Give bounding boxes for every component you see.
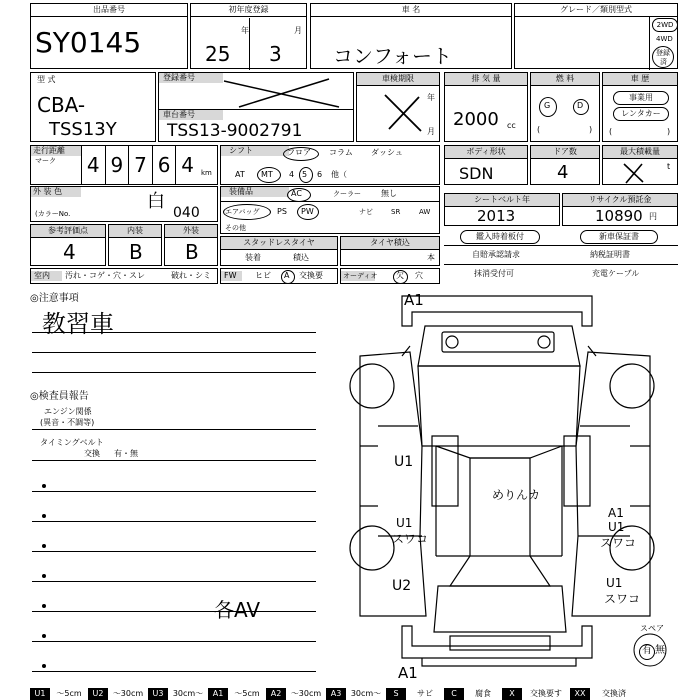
timing-options: 有・無: [114, 449, 138, 458]
interior-cell: [108, 224, 162, 266]
legend-key: U3: [148, 688, 168, 700]
shift-cell: [220, 145, 440, 185]
history-paren-open: (: [609, 127, 613, 136]
inspection-month-char: 月: [427, 127, 435, 136]
shift-mt: MT: [261, 170, 273, 179]
first-registration-year: 25: [205, 42, 231, 66]
color-cell: [30, 186, 218, 222]
report-bullet: [42, 604, 46, 608]
tire-label: タイヤ積込: [341, 237, 439, 250]
audio-hole: 穴: [415, 271, 423, 280]
engine-sub: (異音・不調等): [40, 418, 95, 427]
doors-value: 4: [557, 162, 569, 183]
audio-missing: 欠: [396, 271, 404, 280]
registration-cell: [158, 72, 354, 142]
fuel-cell: [530, 72, 600, 142]
capacity-cell: [602, 145, 678, 185]
legend-key: A2: [266, 688, 286, 700]
legend-key: XX: [570, 688, 590, 700]
legend-desc: 30cm〜: [172, 689, 204, 698]
recycle-label: リサイクル預託金: [563, 194, 677, 207]
timing-exchange: 交換: [84, 449, 100, 458]
damage-right-front-2: U1: [608, 520, 625, 534]
shift-other: 他（: [331, 170, 347, 179]
mileage-cell: [30, 145, 218, 185]
lot-number-label: 出品番号: [31, 4, 187, 17]
equipment-label: 装備品: [221, 187, 289, 197]
model-code-line1: CBA-: [37, 93, 86, 117]
report-line: [32, 551, 316, 552]
report-bullet: [42, 634, 46, 638]
report-line: [32, 641, 316, 642]
body-type-value: SDN: [459, 164, 494, 183]
engine-line: [32, 429, 316, 430]
registration-strike-mark: [219, 77, 349, 113]
tire-cell: [340, 236, 440, 266]
color-label: 外 装 色: [31, 187, 81, 197]
mileage-mark-label: マーク: [35, 157, 56, 165]
equipment-aw: AW: [419, 208, 431, 216]
legend-desc: 30cm〜: [350, 689, 382, 698]
damage-right-rear-2: スワコ: [604, 592, 641, 606]
mileage-digit: 9: [105, 146, 129, 184]
caution-line-1: [32, 332, 316, 333]
legend-desc: 〜30cm: [290, 689, 322, 698]
fw-cell: [220, 268, 338, 284]
documents-panel: [444, 228, 678, 284]
lot-number-cell: [30, 3, 188, 69]
exterior-value: B: [185, 240, 199, 264]
grade-label: グレード／類別型式: [515, 4, 677, 17]
shift-at: AT: [235, 170, 245, 179]
equipment-navi: ナビ: [359, 208, 373, 216]
equipment-none: 無し: [381, 189, 397, 198]
caution-text: 教習車: [42, 310, 114, 338]
report-bullet: [42, 664, 46, 668]
fuel-paren-close: ): [589, 125, 593, 134]
doc-badge-2: 新車保証書: [580, 230, 658, 244]
equipment-ps: PS: [277, 207, 287, 216]
damage-left-rear-2: スワコ: [392, 532, 429, 546]
room-label: 室内: [31, 271, 62, 281]
report-bullet: [42, 484, 46, 488]
caution-line-3: [32, 372, 316, 373]
history-commercial: 事業用: [613, 91, 669, 105]
history-paren-close: ): [667, 127, 671, 136]
score-label: 参考評価点: [31, 225, 105, 238]
doors-cell: [530, 145, 600, 185]
damage-right-front-3: スワコ: [600, 536, 637, 550]
seatbelt-cell: [444, 193, 560, 226]
equipment-cooler: クーラー: [333, 190, 361, 198]
av-note: 各AV: [214, 598, 261, 622]
legend-key: C: [444, 688, 464, 700]
doc-badge-5: 抹消受付可: [474, 269, 514, 278]
studless-loaded: 積込: [293, 253, 309, 262]
room-items-2: 破れ・シミ: [171, 271, 211, 280]
model-name-label: 車 名: [311, 4, 511, 17]
spare-label: スペア: [640, 624, 664, 633]
studless-label: スタッドレスタイヤ: [221, 237, 337, 250]
drive-2wd: 2WD: [652, 18, 678, 32]
exterior-label: 外装: [165, 225, 217, 238]
model-name: コンフォート: [333, 44, 452, 68]
report-bullet: [42, 574, 46, 578]
color-number-label: (カラーNo.: [35, 210, 71, 218]
legend-bar: [30, 688, 678, 700]
report-bullet: [42, 514, 46, 518]
equipment-airbag-circle: [223, 204, 271, 220]
report-line: [32, 671, 316, 672]
damage-left-front: U1: [394, 454, 414, 470]
lot-number: SY0145: [35, 26, 142, 59]
recycle-value: 10890: [595, 207, 643, 225]
report-line: [32, 611, 316, 612]
model-code-label: 型 式: [37, 75, 56, 84]
report-line: [32, 521, 316, 522]
report-line: [32, 581, 316, 582]
color-number-value: 040: [173, 205, 200, 221]
first-registration-divider: [249, 18, 250, 70]
damage-right-rear-1: U1: [606, 576, 623, 590]
fw-replace: 交換要: [299, 271, 323, 280]
fuel-g: G: [544, 101, 551, 110]
audio-label: オーディオ: [343, 272, 378, 280]
report-line: [32, 491, 316, 492]
first-registration-cell: [190, 3, 307, 69]
shift-dash: ダッシュ: [371, 148, 403, 157]
mileage-digit: 7: [128, 146, 152, 184]
registered-line2: 済: [660, 58, 667, 66]
damage-right-front-1: A1: [608, 506, 624, 520]
first-registration-month: 3: [269, 42, 282, 66]
body-type-cell: [444, 145, 528, 185]
history-rental: レンタカー: [613, 107, 669, 121]
shift-label: シフト: [221, 146, 289, 156]
legend-desc: 〜5cm: [56, 689, 82, 698]
damage-left-rear-1: U1: [396, 516, 413, 530]
mileage-digit: 6: [152, 146, 176, 184]
inspection-strike-mark: [381, 91, 425, 135]
legend-desc: 〜30cm: [112, 689, 144, 698]
equipment-sr: SR: [391, 208, 401, 216]
legend-key: A1: [208, 688, 228, 700]
displacement-unit: cc: [507, 121, 516, 130]
inspector-label: ◎検査員報告: [30, 391, 89, 402]
inspection-cell: [356, 72, 440, 142]
mileage-unit: km: [201, 169, 212, 177]
equipment-other: その他: [225, 224, 246, 232]
capacity-strike-mark: [621, 161, 647, 185]
interior-label: 内装: [109, 225, 161, 238]
shift-5: 5: [302, 170, 308, 179]
body-type-label: ボディ形状: [445, 146, 527, 159]
registration-number-label: 登録番号: [159, 73, 223, 83]
fw-a: A: [284, 271, 290, 280]
doors-label: ドア数: [531, 146, 599, 159]
chassis-number: TSS13-9002791: [167, 121, 303, 141]
interior-value: B: [129, 240, 143, 264]
equipment-pw: PW: [301, 207, 314, 216]
history-cell: [602, 72, 678, 142]
displacement-value: 2000: [453, 109, 499, 130]
doc-divider-2: [444, 264, 678, 265]
displacement-label: 排 気 量: [445, 73, 527, 86]
doc-badge-6: 充電ケーブル: [592, 269, 640, 278]
legend-key: U2: [88, 688, 108, 700]
shift-floor: フロア: [287, 148, 311, 157]
capacity-label: 最大積載量: [603, 146, 677, 159]
model-code-line2: TSS13Y: [49, 119, 117, 140]
displacement-cell: [444, 72, 528, 142]
legend-desc: サビ: [417, 689, 433, 698]
legend-key: A3: [326, 688, 346, 700]
equipment-divider: [221, 201, 439, 202]
damage-left-rear-fender: U2: [392, 578, 412, 594]
doc-badge-1: 鑑入時着板付: [460, 230, 540, 244]
timing-label: タイミングベルト: [40, 438, 104, 447]
doc-badge-4: 納税証明書: [590, 250, 630, 259]
fuel-d: D: [577, 101, 584, 110]
studless-cell: [220, 236, 338, 266]
mileage-digits: [81, 146, 199, 184]
damage-rear: A1: [398, 664, 418, 682]
registered-line1: 登録: [656, 49, 670, 57]
tire-unit: 本: [427, 253, 435, 262]
model-code-cell: [30, 72, 156, 142]
studless-installed: 装着: [245, 253, 261, 262]
fw-hibi: ヒビ: [255, 271, 271, 280]
drive-4wd: 4WD: [656, 35, 673, 43]
first-registration-year-char: 年: [241, 26, 249, 35]
legend-desc: 交換済: [602, 689, 626, 698]
inspection-label: 車検期限: [357, 73, 439, 86]
fw-label: FW: [221, 271, 242, 281]
legend-key: X: [502, 688, 522, 700]
legend-desc: 腐食: [475, 689, 491, 698]
caution-line-2: [32, 352, 316, 353]
doc-divider-1: [444, 245, 678, 246]
grade-cell: [514, 3, 678, 69]
room-cell: [30, 268, 218, 284]
engine-label: エンジン関係: [44, 407, 92, 416]
mileage-digit: 4: [81, 146, 105, 184]
damage-roof: めりんカ: [492, 488, 541, 502]
first-registration-month-char: 月: [294, 26, 302, 35]
mileage-label: 走行距離: [31, 146, 81, 156]
audio-cell: [340, 268, 440, 284]
legend-desc: 〜5cm: [234, 689, 260, 698]
room-items: 汚れ・コゲ・穴・スレ: [65, 271, 145, 280]
equipment-cell: [220, 186, 440, 234]
mileage-digit: 4: [175, 146, 199, 184]
fuel-paren-open: (: [537, 125, 541, 134]
chassis-number-label: 車台番号: [159, 110, 223, 120]
color-value: 白: [147, 191, 165, 212]
history-label: 車 歴: [603, 73, 677, 86]
seatbelt-value: 2013: [477, 207, 516, 225]
shift-6: 6: [317, 170, 323, 179]
model-name-cell: [310, 3, 512, 69]
exterior-cell: [164, 224, 218, 266]
recycle-cell: [562, 193, 678, 226]
caution-label: ◎注意事項: [30, 293, 79, 304]
recycle-unit: 円: [649, 212, 657, 221]
shift-column: コラム: [329, 148, 353, 157]
score-value: 4: [63, 240, 76, 264]
doc-badge-3: 自賠承認請求: [472, 250, 520, 259]
legend-key: S: [386, 688, 406, 700]
timing-line: [32, 460, 316, 461]
inspection-year-char: 年: [427, 93, 435, 102]
first-registration-label: 初年度登録: [191, 4, 306, 17]
equipment-ac: AC: [291, 189, 302, 198]
equipment-airbag: エアバッグ: [225, 208, 260, 216]
legend-desc: 交換要す: [530, 689, 562, 698]
damage-front: A1: [404, 291, 424, 309]
spare-no: 無: [655, 645, 665, 656]
legend-key: U1: [30, 688, 50, 700]
score-cell: [30, 224, 106, 266]
seatbelt-label: シートベルト年: [445, 194, 559, 207]
report-bullet: [42, 544, 46, 548]
spare-yes: 有: [642, 645, 652, 656]
capacity-unit: t: [667, 162, 671, 171]
shift-4: 4: [289, 170, 295, 179]
fuel-label: 燃 料: [531, 73, 599, 86]
